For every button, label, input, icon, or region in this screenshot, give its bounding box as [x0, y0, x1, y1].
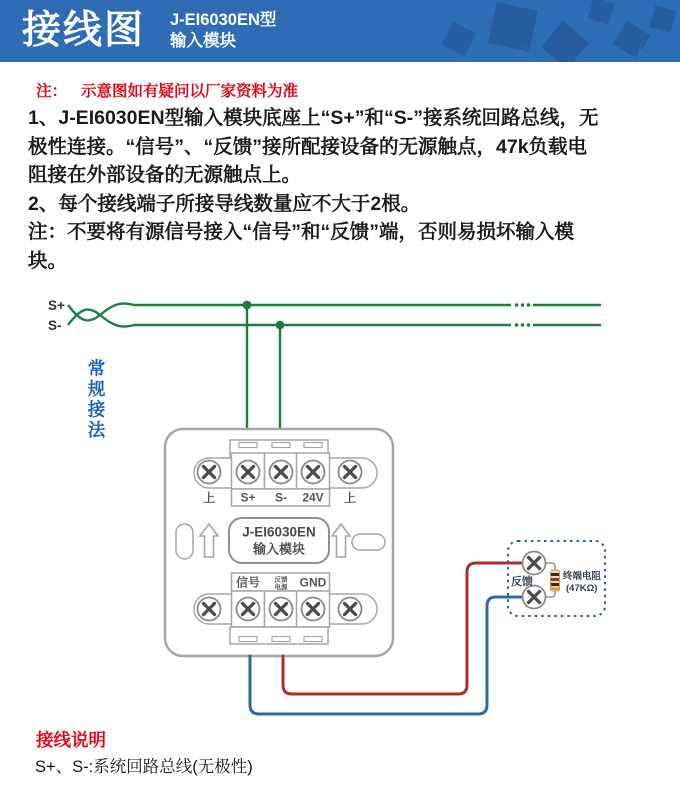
- note-prefix: 注：: [36, 83, 68, 100]
- cube-icon: [488, 2, 538, 52]
- header-subtitle: [170, 10, 276, 52]
- terminal-label-mount-right: 上: [343, 491, 357, 505]
- junction-dot: [276, 321, 285, 330]
- screw-terminal-icon: [198, 598, 221, 621]
- break-dots: [521, 303, 525, 307]
- terminal-notch: [304, 443, 322, 448]
- bus-minus-label: S-: [48, 318, 62, 333]
- junction-dot: [243, 301, 252, 310]
- break-dots: [515, 303, 519, 307]
- screw-terminal-icon: [237, 598, 260, 621]
- cube-icon: [638, 40, 653, 55]
- instruction-note: 注：不要将有源信号接入“信号”和“反馈”端，否则易损坏输入模块。: [28, 221, 575, 272]
- break-dots: [515, 323, 519, 327]
- screw-terminal-icon: [237, 461, 260, 484]
- break-dots: [527, 303, 531, 307]
- bus-plus-label: S+: [48, 298, 65, 313]
- screw-terminal-icon: [339, 598, 362, 621]
- screw-terminal-icon: [270, 461, 293, 484]
- screw-terminal-icon: [523, 586, 546, 609]
- cube-icon: [587, 0, 615, 25]
- terminal-resistor-name: 终端电阻: [563, 571, 602, 582]
- screw-terminal-icon: [339, 461, 362, 484]
- instructions-block: [28, 104, 606, 275]
- instruction-item-1: 1、J-EI6030EN型输入模块底座上“S+”和“S-”接系统回路总线，无极性连接。“信号”、“反馈”接所配接设备的无源触点，47k负载电阻接在外部设备的无源触点上。: [28, 107, 599, 186]
- terminal-notch: [304, 637, 322, 642]
- note-text: 示意图如有疑问以厂家资料为准: [81, 83, 299, 100]
- page-title: 接线图: [22, 9, 146, 52]
- mounting-slot-right: [352, 534, 385, 550]
- break-dots: [521, 323, 525, 327]
- header-banner: [0, 0, 680, 62]
- terminal-label-mount-left: 上: [202, 491, 216, 505]
- feedback-box-label: 反馈: [511, 576, 533, 588]
- bus-twist-wire: [68, 303, 134, 320]
- instruction-item-2: 2、每个接线端子所接导线数量应不大于2根。: [28, 192, 421, 215]
- cube-icon: [441, 21, 476, 56]
- cube-icon: [650, 6, 677, 33]
- bus-twist-wire: [68, 310, 134, 327]
- break-dots: [527, 323, 531, 327]
- disclaimer-note: [36, 79, 298, 101]
- cube-icon: [569, 7, 588, 26]
- terminal-resistor-value: (47KΩ): [566, 583, 598, 594]
- terminal-notch: [239, 443, 257, 448]
- footer-legend-line: S+、S-:系统回路总线(无极性): [35, 758, 253, 776]
- screw-terminal-icon: [523, 552, 546, 575]
- terminal-label-power-small: 电源: [274, 584, 288, 591]
- screw-terminal-icon: [270, 598, 293, 621]
- footer-title: 接线说明: [36, 730, 106, 750]
- terminal-label-sminus: S-: [275, 490, 287, 505]
- resistor-icon: [551, 570, 560, 591]
- wiring-method-label: 常规接法: [86, 359, 106, 441]
- mounting-slot-left: [176, 524, 193, 559]
- terminal-label-gnd: GND: [299, 575, 327, 590]
- terminal-label-24v: 24V: [302, 490, 324, 505]
- header-subtitle-line1: J-EI6030EN型: [170, 11, 277, 29]
- screw-terminal-icon: [198, 461, 221, 484]
- module-name-line1: J-EI6030EN: [242, 524, 316, 540]
- screw-terminal-icon: [302, 598, 325, 621]
- terminal-label-signal: 信号: [235, 575, 261, 590]
- cube-icon: [541, 21, 589, 62]
- header-subtitle-line2: 输入模块: [170, 32, 236, 50]
- screw-terminal-icon: [302, 461, 325, 484]
- module-name-line2: 输入模块: [252, 541, 306, 557]
- terminal-notch: [272, 637, 290, 642]
- wiring-diagram: [0, 285, 680, 725]
- terminal-notch: [239, 637, 257, 642]
- terminal-label-feedback-small: 反馈: [274, 576, 288, 584]
- terminal-notch: [272, 443, 290, 448]
- wiring-diagram-svg: [0, 285, 680, 725]
- terminal-label-splus: S+: [240, 490, 256, 505]
